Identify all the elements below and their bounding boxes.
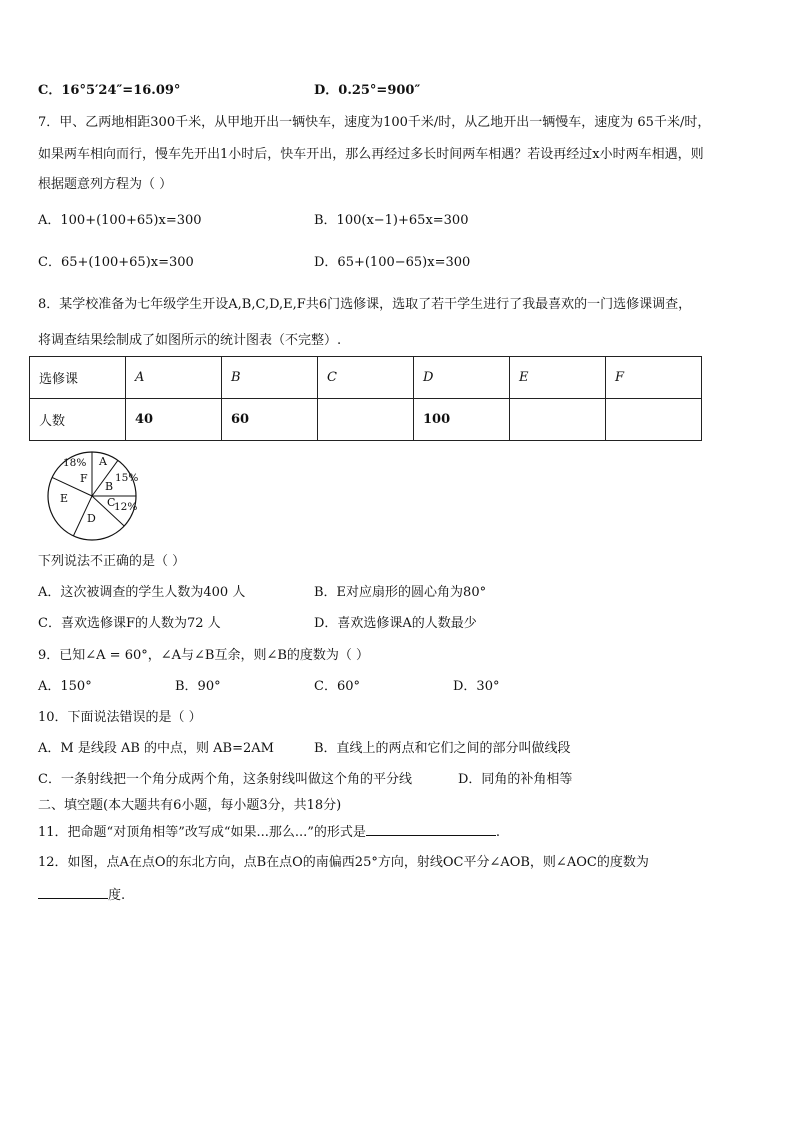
- q8-option-c: C．喜欢选修课F的人数为72 人: [38, 616, 221, 631]
- survey-table: [29, 356, 702, 441]
- q9-stem: 9．已知∠A = 60°，∠A与∠B互余，则∠B的度数为（ ）: [38, 648, 370, 663]
- pie-label-b: B: [105, 480, 114, 493]
- table-header-cell: D: [414, 357, 510, 399]
- q8-stem-line2: 将调查结果绘制成了如图所示的统计图表（不完整）.: [38, 333, 342, 348]
- pie-percent-label: 15%: [115, 472, 139, 484]
- pie-label-a: A: [99, 455, 107, 468]
- pie-percent-label: 18%: [63, 457, 87, 469]
- table-cell: 40: [126, 399, 222, 441]
- pie-label-c: C: [107, 496, 116, 509]
- table-cell: [510, 399, 606, 441]
- q9-option-c: C．60°: [314, 679, 360, 694]
- q11-stem: 11．把命题“对顶角相等”改写成“如果...那么...”的形式是: [38, 825, 366, 840]
- table-cell: 60: [222, 399, 318, 441]
- q7-stem-line1: 7．甲、乙两地相距300千米，从甲地开出一辆快车，速度为100千米/时，从乙地开出一辆慢车，速度为 65千米/时，: [38, 115, 711, 130]
- q8-question: 下列说法不正确的是（ ）: [38, 554, 186, 569]
- q7-option-b: B．100(x−1)+65x=300: [314, 213, 469, 228]
- table-header-cell: F: [606, 357, 702, 399]
- q11-line: [38, 823, 500, 842]
- answer-blank[interactable]: [38, 886, 108, 899]
- q8-stem-line1: 8．某学校准备为七年级学生开设A,B,C,D,E,F共6门选修课，选取了若干学生进行了我最喜欢的一门选修课调查，: [38, 297, 692, 312]
- q6-option-c: C．16°5′24″=16.09°: [38, 83, 181, 98]
- pie-chart: [44, 448, 140, 544]
- table-header-cell: E: [510, 357, 606, 399]
- q8-option-a: A．这次被调查的学生人数为400 人: [38, 585, 246, 600]
- q7-stem-line2: 如果两车相向而行，慢车先开出1小时后，快车开出，那么再经过多长时间两车相遇？若设再经过x小时两车相遇，则: [38, 147, 704, 162]
- pie-label-f: F: [80, 472, 88, 485]
- q7-stem-line3: 根据题意列方程为（ ）: [38, 177, 173, 192]
- q10-option-d: D．同角的补角相等: [458, 772, 573, 787]
- q12-line2: [38, 886, 125, 905]
- answer-blank[interactable]: [366, 823, 496, 836]
- q12-stem: 12．如图，点A在点O的东北方向，点B在点O的南偏西25°方向，射线OC平分∠AOB，则∠AOC的度数为: [38, 855, 649, 870]
- q10-stem: 10．下面说法错误的是（ ）: [38, 710, 202, 725]
- table-cell: [606, 399, 702, 441]
- q8-option-d: D．喜欢选修课A的人数最少: [314, 616, 477, 631]
- q10-option-a: A．M 是线段 AB 的中点，则 AB=2AM: [38, 741, 274, 756]
- q7-option-d: D．65+(100−65)x=300: [314, 255, 471, 270]
- table-header-cell: 选修课: [30, 357, 126, 399]
- q7-option-a: A．100+(100+65)x=300: [38, 213, 202, 228]
- q10-option-b: B．直线上的两点和它们之间的部分叫做线段: [314, 741, 571, 756]
- q6-option-d: D．0.25°=900″: [314, 83, 421, 98]
- q9-option-a: A．150°: [38, 679, 92, 694]
- table-cell: [318, 399, 414, 441]
- q9-option-b: B．90°: [175, 679, 221, 694]
- q12-end: 度.: [108, 888, 126, 903]
- table-header-cell: B: [222, 357, 318, 399]
- table-row: [30, 399, 702, 441]
- q8-option-b: B．E对应扇形的圆心角为80°: [314, 585, 487, 600]
- pie-percent-label: 12%: [114, 501, 138, 513]
- pie-label-d: D: [87, 512, 96, 525]
- table-header-cell: C: [318, 357, 414, 399]
- table-cell: 100: [414, 399, 510, 441]
- q9-option-d: D．30°: [453, 679, 500, 694]
- pie-label-e: E: [60, 492, 69, 505]
- table-header-cell: A: [126, 357, 222, 399]
- table-cell: 人数: [30, 399, 126, 441]
- q11-end: .: [495, 825, 501, 840]
- q7-option-c: C．65+(100+65)x=300: [38, 255, 194, 270]
- section-title: 二、填空题(本大题共有6小题，每小题3分，共18分): [38, 798, 342, 813]
- q10-option-c: C．一条射线把一个角分成两个角，这条射线叫做这个角的平分线: [38, 772, 412, 787]
- table-header-row: [30, 357, 702, 399]
